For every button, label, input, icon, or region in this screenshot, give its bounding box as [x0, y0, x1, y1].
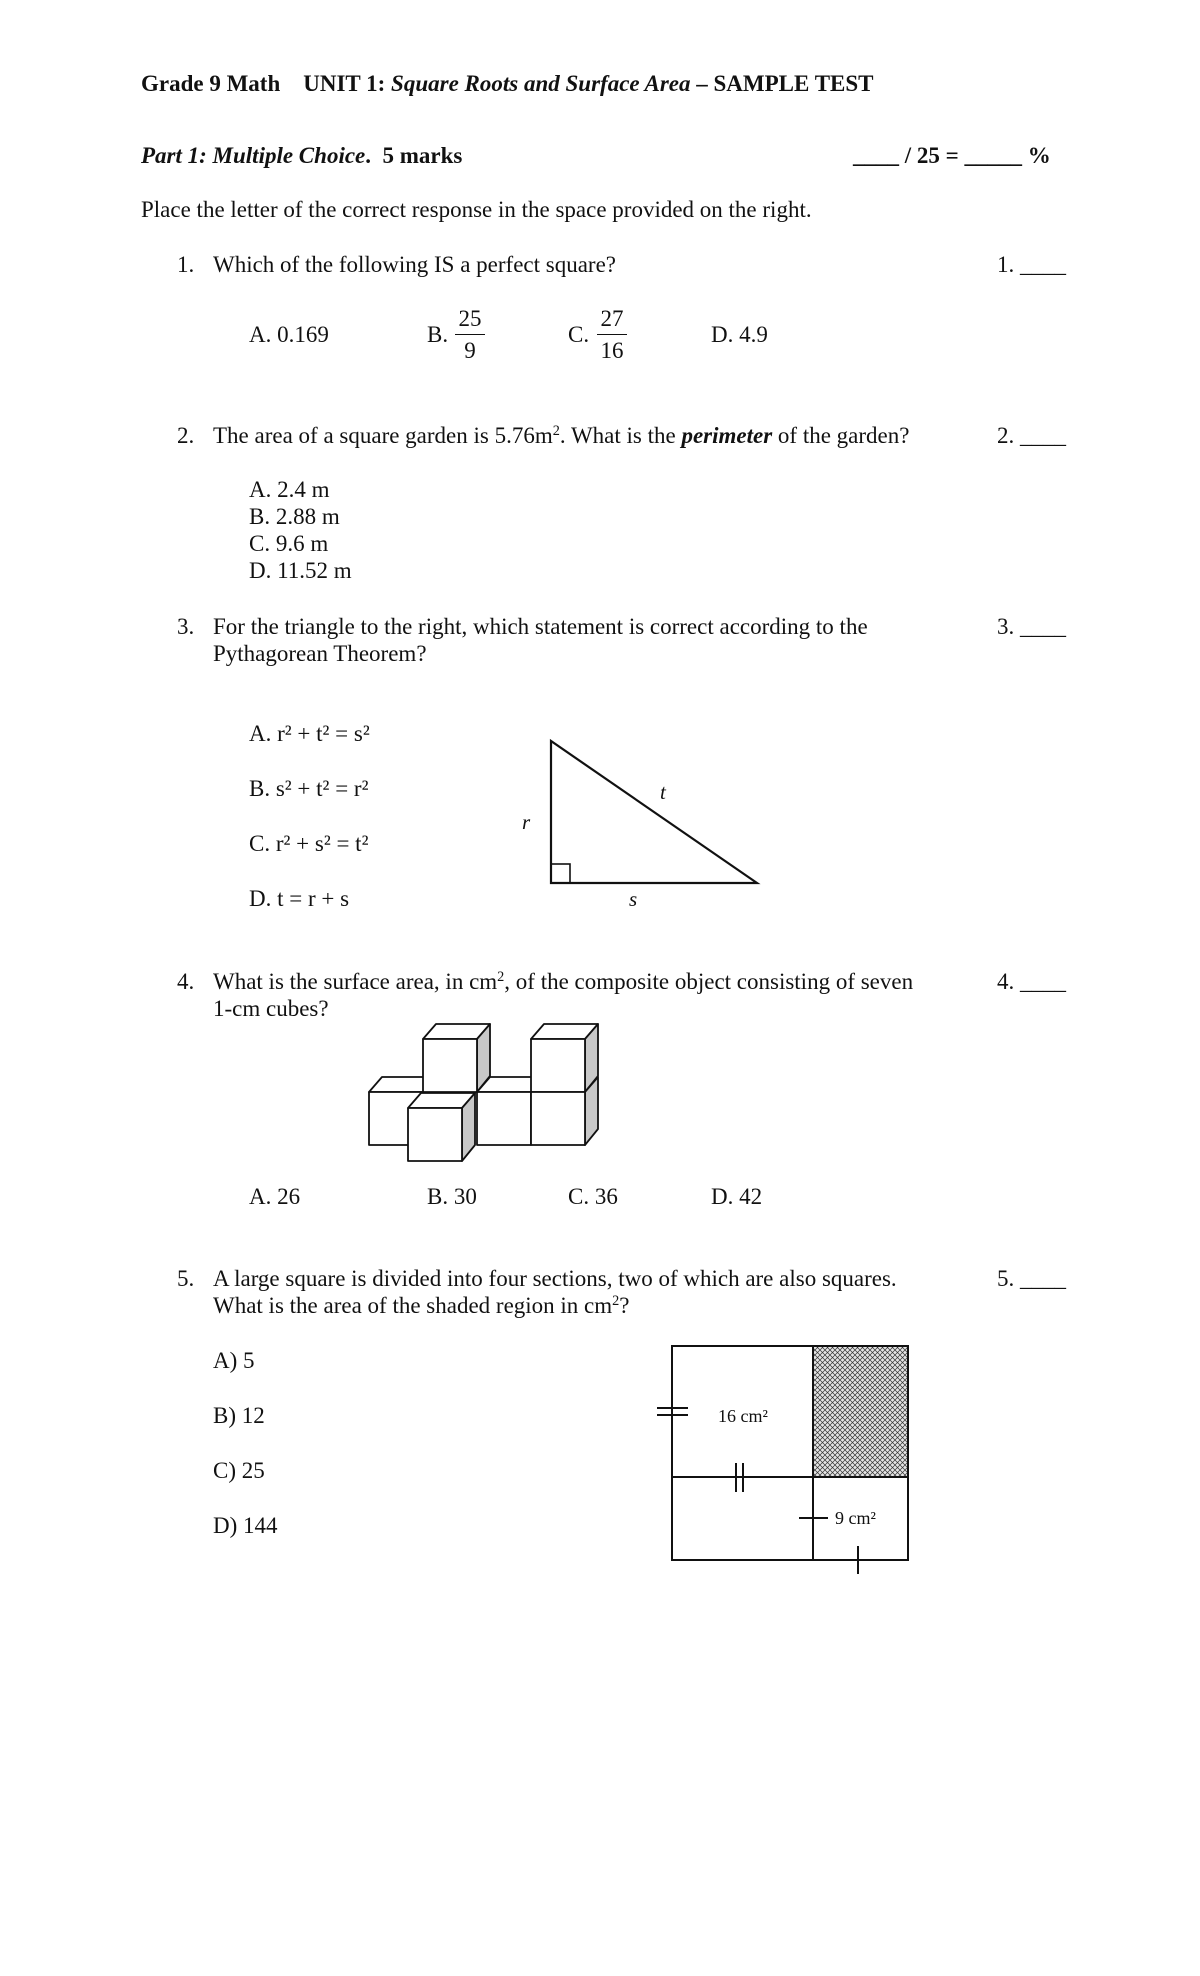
q1-option-d: D. 4.9 — [711, 322, 768, 347]
instructions: Place the letter of the correct response in the space provided on the right. — [141, 197, 812, 222]
q4-text-line1: What is the surface area, in $cm^2$, of the composite object consisting of seven — [213, 969, 914, 994]
q3-text-line2: Pythagorean Theorem? — [213, 641, 427, 666]
side-label-r: r — [522, 810, 531, 834]
label-9-cm2: 9 cm² — [835, 1508, 876, 1528]
part-title: Part 1: Multiple Choice — [141, 143, 366, 168]
q5-number: 5. — [177, 1266, 195, 1291]
q1-option-a: A. 0.169 — [249, 322, 329, 347]
q4-option-d: D. 42 — [711, 1184, 763, 1209]
part-marks: 5 marks — [382, 143, 463, 168]
unit-title: Square Roots and Surface Area — [391, 71, 691, 96]
q1-text: Which of the following IS a perfect square? — [213, 252, 616, 277]
q2-option-d: D. 11.52 m — [249, 558, 352, 583]
label-16-cm2: 16 cm² — [718, 1406, 768, 1426]
q4-text-line2: 1-cm cubes? — [213, 996, 329, 1021]
q2-answer-blank[interactable]: 2. ____ — [997, 423, 1066, 448]
header-suffix: – SAMPLE TEST — [696, 71, 874, 96]
q1-b-numerator: 25 — [458, 306, 482, 331]
q4-answer-blank[interactable]: 4. ____ — [997, 969, 1066, 994]
q5-answer-blank[interactable]: 5. ____ — [997, 1266, 1066, 1291]
q5-text-line1: A large square is divided into four sections, two of which are also squares. — [213, 1266, 897, 1291]
q1-number: 1. — [177, 252, 195, 277]
q1-c-numerator: 27 — [600, 306, 624, 331]
q3-number: 3. — [177, 614, 195, 639]
shaded-region — [813, 1346, 908, 1477]
q1-c-denominator: 16 — [600, 338, 624, 364]
q5-option-a: A) 5 — [213, 1348, 255, 1373]
q4-option-a: A. 26 — [249, 1184, 301, 1209]
q3-option-a: A. r² + t² = s² — [249, 721, 370, 746]
q5-option-c: C) 25 — [213, 1458, 265, 1483]
q3-option-b: B. s² + t² = r² — [249, 776, 369, 801]
q3-answer-blank[interactable]: 3. ____ — [997, 614, 1066, 639]
q2-number: 2. — [177, 423, 195, 448]
q3-text-line1: For the triangle to the right, which statement is correct according to the — [213, 614, 868, 639]
score-line: ____ / 25 = _____ % — [853, 143, 1051, 168]
q2-option-a: A. 2.4 m — [249, 477, 330, 502]
q2-option-c: C. 9.6 m — [249, 531, 329, 556]
part-heading: Part 1: Multiple Choice. 5 marks — [141, 143, 463, 168]
q5-option-d: D) 144 — [213, 1513, 278, 1538]
q2-option-b: B. 2.88 m — [249, 504, 340, 529]
q5-text-line2: What is the area of the shaded region in $cm^2$? — [213, 1293, 630, 1318]
q5-option-b: B) 12 — [213, 1403, 265, 1428]
q1-option-c-letter: C. — [568, 322, 590, 347]
side-label-s: s — [629, 887, 638, 911]
q4-number: 4. — [177, 969, 195, 994]
side-label-t: t — [660, 780, 666, 804]
q1-option-b-letter: B. — [427, 322, 449, 347]
q3-option-c: C. r² + s² = t² — [249, 831, 369, 856]
q1-b-denominator: 9 — [464, 338, 476, 364]
q1-answer-blank[interactable]: 1. ____ — [997, 252, 1066, 277]
q3-option-d: D. t = r + s — [249, 886, 350, 911]
q4-option-b: B. 30 — [427, 1184, 477, 1209]
q2-text: The area of a square garden is $5.76m^2$. What is the perimeter of the garden? — [213, 423, 910, 448]
grade-label: Grade 9 Math — [141, 71, 281, 96]
q4-option-c: C. 36 — [568, 1184, 618, 1209]
unit-prefix: UNIT 1: — [303, 71, 386, 96]
